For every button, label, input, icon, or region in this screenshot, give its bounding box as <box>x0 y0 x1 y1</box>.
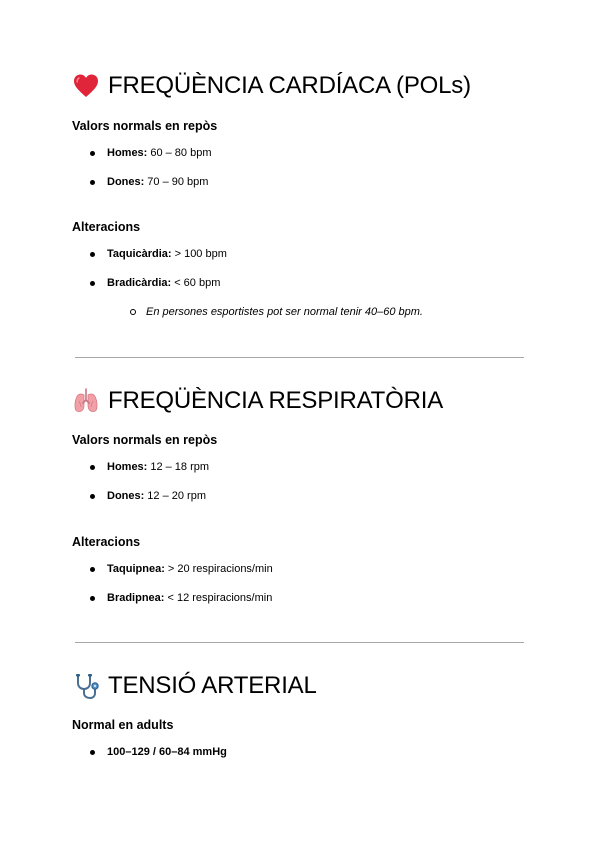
list-item <box>90 176 208 188</box>
item-label: Dones: <box>107 176 145 188</box>
stethoscope-icon <box>72 672 100 700</box>
item-value: > 100 bpm <box>174 248 227 260</box>
sub-bullet-ring <box>130 309 136 315</box>
list-item <box>90 248 227 260</box>
item-label: Taquipnea: <box>107 563 165 575</box>
lungs-icon <box>72 387 100 415</box>
item-label: Dones: <box>107 490 145 502</box>
list-item <box>90 147 212 159</box>
item-value: > 20 respiracions/min <box>167 563 273 575</box>
note-item <box>130 306 423 318</box>
item-label: Bradipnea: <box>107 592 165 604</box>
item-value: < 60 bpm <box>174 277 221 289</box>
bullet-dot <box>90 151 95 156</box>
list-item <box>90 277 220 289</box>
bullet-dot <box>90 750 95 755</box>
section-title-text: FREQÜÈNCIA CARDÍACA (POLs) <box>108 72 471 99</box>
item-value: 60 – 80 bpm <box>150 147 212 159</box>
bullet-dot <box>90 252 95 257</box>
item-label: Homes: <box>107 147 148 159</box>
list-item <box>90 592 272 604</box>
section-title-blood-pressure <box>72 670 317 702</box>
section-title-heart-rate <box>72 70 471 102</box>
item-label: 100–129 / 60–84 mmHg <box>107 746 227 758</box>
section-title-respiratory-rate <box>72 385 443 417</box>
normal-adults-heading: Normal en adults <box>72 718 174 732</box>
alterations-heading: Alteracions <box>72 220 141 234</box>
bullet-dot <box>90 494 95 499</box>
item-label: Homes: <box>107 461 148 473</box>
item-value: 12 – 18 rpm <box>150 461 210 473</box>
bullet-dot <box>90 596 95 601</box>
list-item <box>90 461 209 473</box>
normal-values-heading: Valors normals en repòs <box>72 119 218 133</box>
normal-values-heading: Valors normals en repòs <box>72 433 218 447</box>
note-text: En persones esportistes pot ser normal tenir 40–60 bpm. <box>146 306 423 318</box>
bullet-dot <box>90 567 95 572</box>
bullet-dot <box>90 465 95 470</box>
section-divider <box>75 642 524 643</box>
section-divider <box>75 357 524 358</box>
list-item <box>90 490 206 502</box>
alterations-heading: Alteracions <box>72 535 141 549</box>
list-item <box>90 746 227 758</box>
item-value: 70 – 90 bpm <box>147 176 209 188</box>
item-value: < 12 respiracions/min <box>167 592 273 604</box>
item-value: 12 – 20 rpm <box>147 490 206 502</box>
heart-icon <box>72 72 100 100</box>
item-label: Taquicàrdia: <box>107 248 172 260</box>
section-title-text: FREQÜÈNCIA RESPIRATÒRIA <box>108 387 444 414</box>
bullet-dot <box>90 180 95 185</box>
section-title-text: TENSIÓ ARTERIAL <box>108 672 317 699</box>
bullet-dot <box>90 281 95 286</box>
list-item <box>90 563 273 575</box>
item-label: Bradicàrdia: <box>107 277 172 289</box>
